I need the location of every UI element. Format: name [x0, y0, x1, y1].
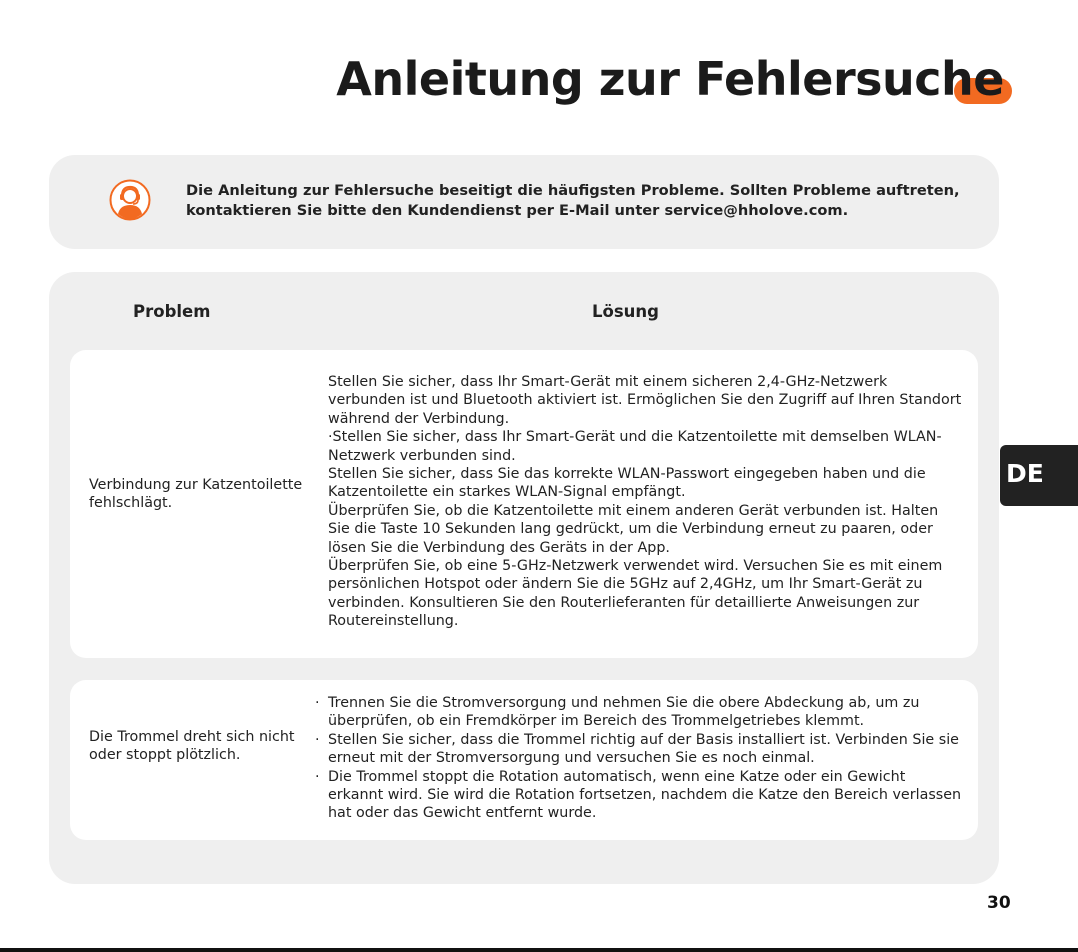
bottom-rule [0, 948, 1078, 952]
bullet-marker: · [315, 695, 320, 711]
solution-bullet [315, 768, 965, 823]
page-number: 30 [987, 893, 1011, 913]
solution-paragraph: Stellen Sie sicher, dass Ihr Smart-Gerät mit einem sicheren 2,4-GHz-Netzwerk verbunden ist und Bluetooth aktiviert ist. Ermöglichen Sie den Zugriff auf Ihren Standort während der Verbindung. [328, 374, 962, 427]
language-tab-label: DE [1006, 459, 1044, 488]
language-tab [1000, 445, 1078, 506]
info-text: Die Anleitung zur Fehlersuche beseitigt die häufigsten Probleme. Sollten Probleme auftreten, kontaktieren Sie bitte den Kundendienst per E-Mail unter service@hholove.com. [186, 182, 960, 219]
column-header-problem: Problem [133, 302, 211, 321]
problem-text: Verbindung zur Katzentoilette fehlschlägt. [89, 477, 303, 511]
solution-text [328, 373, 964, 631]
problem-text: Die Trommel dreht sich nicht oder stoppt plötzlich. [89, 729, 295, 763]
solution-paragraph: Stellen Sie sicher, dass die Trommel richtig auf der Basis installiert ist. Verbinden Sie sie erneut mit der Stromversorgung und versuchen Sie es noch einmal. [328, 731, 959, 767]
troubleshooting-table [49, 272, 999, 884]
solution-bullet [315, 694, 965, 731]
customer-support-icon [109, 179, 151, 221]
bullet-marker: · [315, 731, 320, 748]
column-header-solution: Lösung [592, 302, 659, 321]
solution-paragraph: Die Trommel stoppt die Rotation automatisch, wenn eine Katze oder ein Gewicht erkannt wird. Sie wird die Rotation fortsetzen, nachdem die Katze den Bereich verlassen hat oder das Gewicht entfernt wurde. [328, 768, 962, 822]
info-box [49, 155, 999, 249]
solution-paragraph: Überprüfen Sie, ob eine 5-GHz-Netzwerk verwendet wird. Versuchen Sie es mit einem persönlichen Hotspot oder ändern Sie die 5GHz auf 2,4GHz, um Ihr Smart-Gerät zu verbinden. Konsultieren Sie den Routerlieferanten für detaillierte Anweisungen zur Routereinstellung. [328, 558, 943, 630]
table-row [70, 680, 978, 840]
table-row [70, 350, 978, 658]
solution-paragraph: Stellen Sie sicher, dass Sie das korrekte WLAN-Passwort eingegeben haben und die Katzentoilette ein starkes WLAN-Signal empfängt. [328, 466, 926, 501]
solution-paragraph: Trennen Sie die Stromversorgung und nehmen Sie die obere Abdeckung ab, um zu überprüfen, ob ein Fremdkörper im Bereich des Trommelgetriebes klemmt. [328, 695, 920, 730]
bullet-marker: · [315, 768, 320, 785]
solution-bullet [315, 731, 965, 768]
solution-text [315, 694, 965, 823]
solution-paragraph: Überprüfen Sie, ob die Katzentoilette mit einem anderen Gerät verbunden ist. Halten Sie die Taste 10 Sekunden lang gedrückt, um die Verbindung erneut zu paaren, oder lösen Sie die Verbindung des Geräts in der App. [328, 502, 939, 556]
page-title: Anleitung zur Fehlersuche [336, 52, 1004, 106]
solution-paragraph: ·Stellen Sie sicher, dass Ihr Smart-Gerät und die Katzentoilette mit demselben WLAN-Netzwerk verbunden sind. [328, 429, 942, 464]
